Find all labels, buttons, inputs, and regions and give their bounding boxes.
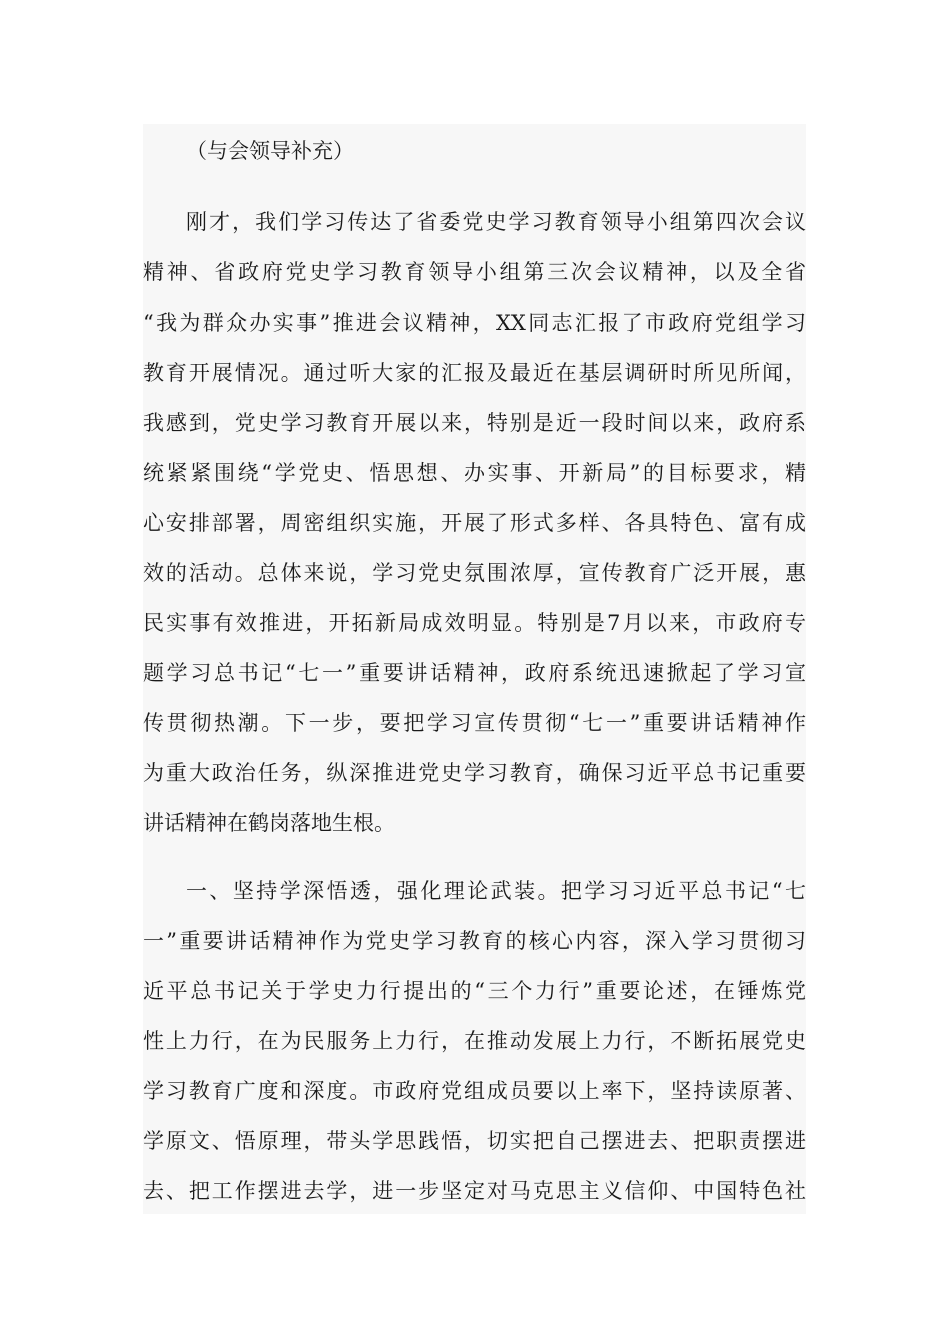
paragraph-1-line: 传贯彻热潮。下一步，要把学习宣传贯彻“七一”重要讲话精神作	[143, 711, 806, 735]
document-page	[143, 124, 806, 1214]
paragraph-1-line: 民实事有效推进，开拓新局成效明显。特别是7月以来，市政府专	[143, 611, 806, 635]
paragraph-1-line: 刚才，我们学习传达了省委党史学习教育领导小组第四次会议	[186, 210, 806, 234]
paragraph-1-line: “我为群众办实事”推进会议精神，XX同志汇报了市政府党组学习	[143, 311, 806, 335]
paragraph-1-line: 题学习总书记“七一”重要讲话精神，政府系统迅速掀起了学习宣	[143, 661, 806, 685]
paragraph-2-line: 学原文、悟原理，带头学思践悟，切实把自己摆进去、把职责摆进	[143, 1129, 806, 1153]
paragraph-1-line: 心安排部署，周密组织实施，开展了形式多样、各具特色、富有成	[143, 511, 806, 535]
paragraph-1-line: 为重大政治任务，纵深推进党史学习教育，确保习近平总书记重要	[143, 761, 806, 785]
paragraph-2-line: 一”重要讲话精神作为党史学习教育的核心内容，深入学习贯彻习	[143, 929, 806, 953]
heading-note: （与会领导补充）	[186, 139, 354, 163]
paragraph-2-line: 一、坚持学深悟透，强化理论武装。把学习习近平总书记“七	[186, 879, 806, 903]
paragraph-2-line: 近平总书记关于学史力行提出的“三个力行”重要论述，在锤炼党	[143, 979, 806, 1003]
paragraph-2-line: 学习教育广度和深度。市政府党组成员要以上率下，坚持读原著、	[143, 1079, 806, 1103]
paragraph-2-line: 性上力行，在为民服务上力行，在推动发展上力行，不断拓展党史	[143, 1029, 806, 1053]
paragraph-1-line: 讲话精神在鹤岗落地生根。	[143, 811, 395, 835]
paragraph-1-line: 统紧紧围绕“学党史、悟思想、办实事、开新局”的目标要求，精	[143, 461, 806, 485]
paragraph-2-line: 去、把工作摆进去学，进一步坚定对马克思主义信仰、中国特色社	[143, 1179, 806, 1203]
paragraph-1-line: 教育开展情况。通过听大家的汇报及最近在基层调研时所见所闻，	[143, 361, 806, 385]
paragraph-1-line: 效的活动。总体来说，学习党史氛围浓厚，宣传教育广泛开展，惠	[143, 561, 806, 585]
paragraph-1-line: 精神、省政府党史学习教育领导小组第三次会议精神，以及全省	[143, 260, 806, 284]
paragraph-1-line: 我感到，党史学习教育开展以来，特别是近一段时间以来，政府系	[143, 411, 806, 435]
